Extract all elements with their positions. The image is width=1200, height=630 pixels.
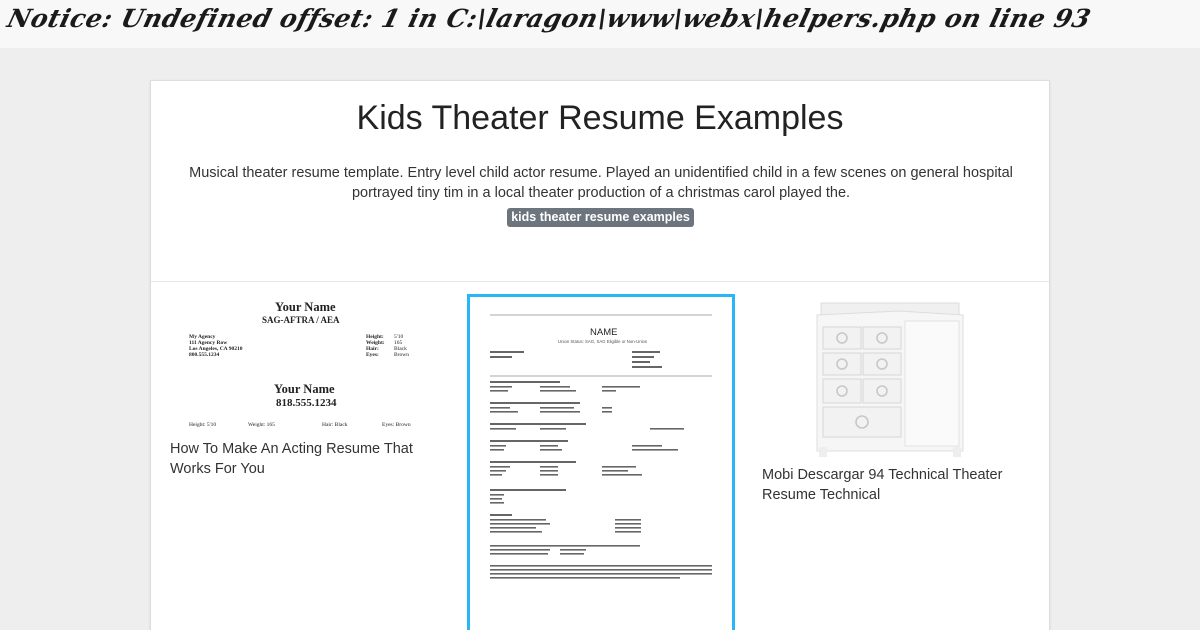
gallery-thumbnail-3[interactable] [813, 301, 968, 461]
resume-document-image [470, 297, 732, 630]
resume-name-2: Your Name [274, 382, 335, 396]
page-title: Kids Theater Resume Examples [356, 99, 844, 137]
divider [151, 281, 1049, 282]
resume-union: SAG-AFTRA / AEA [262, 315, 340, 325]
gallery-caption-1[interactable]: How To Make An Acting Resume That Works For You [170, 441, 413, 477]
resume-phone: 818.555.1234 [276, 397, 337, 409]
resume-footer-weight: Weight: 165 [248, 422, 275, 428]
gallery-thumbnail-1[interactable] [170, 296, 432, 441]
php-notice-bar [0, 0, 1200, 48]
article-card [150, 80, 1050, 630]
php-notice-text: Notice: Undefined offset: 1 in C:\laragon\www\webx\helpers.php on line 93 [4, 4, 1095, 33]
gallery-caption-3[interactable]: Mobi Descargar 94 Technical Theater Resume Technical [762, 467, 1003, 503]
resume-footer-height: Height: 5'10 [189, 422, 217, 428]
resume-name: Your Name [275, 300, 336, 314]
resume-union: Union Status: SAG, SAG Eligible or Non-Union [558, 339, 648, 344]
resume-stats-values: 5'10 165 Black Brown [394, 334, 409, 358]
resume-footer-eyes: Eyes: Brown [382, 422, 411, 428]
resume-stats-labels: Height: Weight: Hair: Eyes: [366, 334, 385, 358]
page-description: Musical theater resume template. Entry level child actor resume. Played an unidentified child in a few scenes on general hospital portrayed tiny tim in a local theater production of a christmas carol played the. [189, 165, 1013, 201]
gallery-thumbnail-2[interactable] [467, 294, 735, 630]
tag-badge[interactable]: kids theater resume examples [507, 208, 694, 227]
resume-name: NAME [590, 327, 618, 338]
resume-agency: My Agency 111 Agency Row Los Angeles, CA 90210 800.555.1234 [189, 334, 243, 358]
resume-footer-hair: Hair: Black [322, 422, 348, 428]
dresser-image [813, 301, 968, 461]
